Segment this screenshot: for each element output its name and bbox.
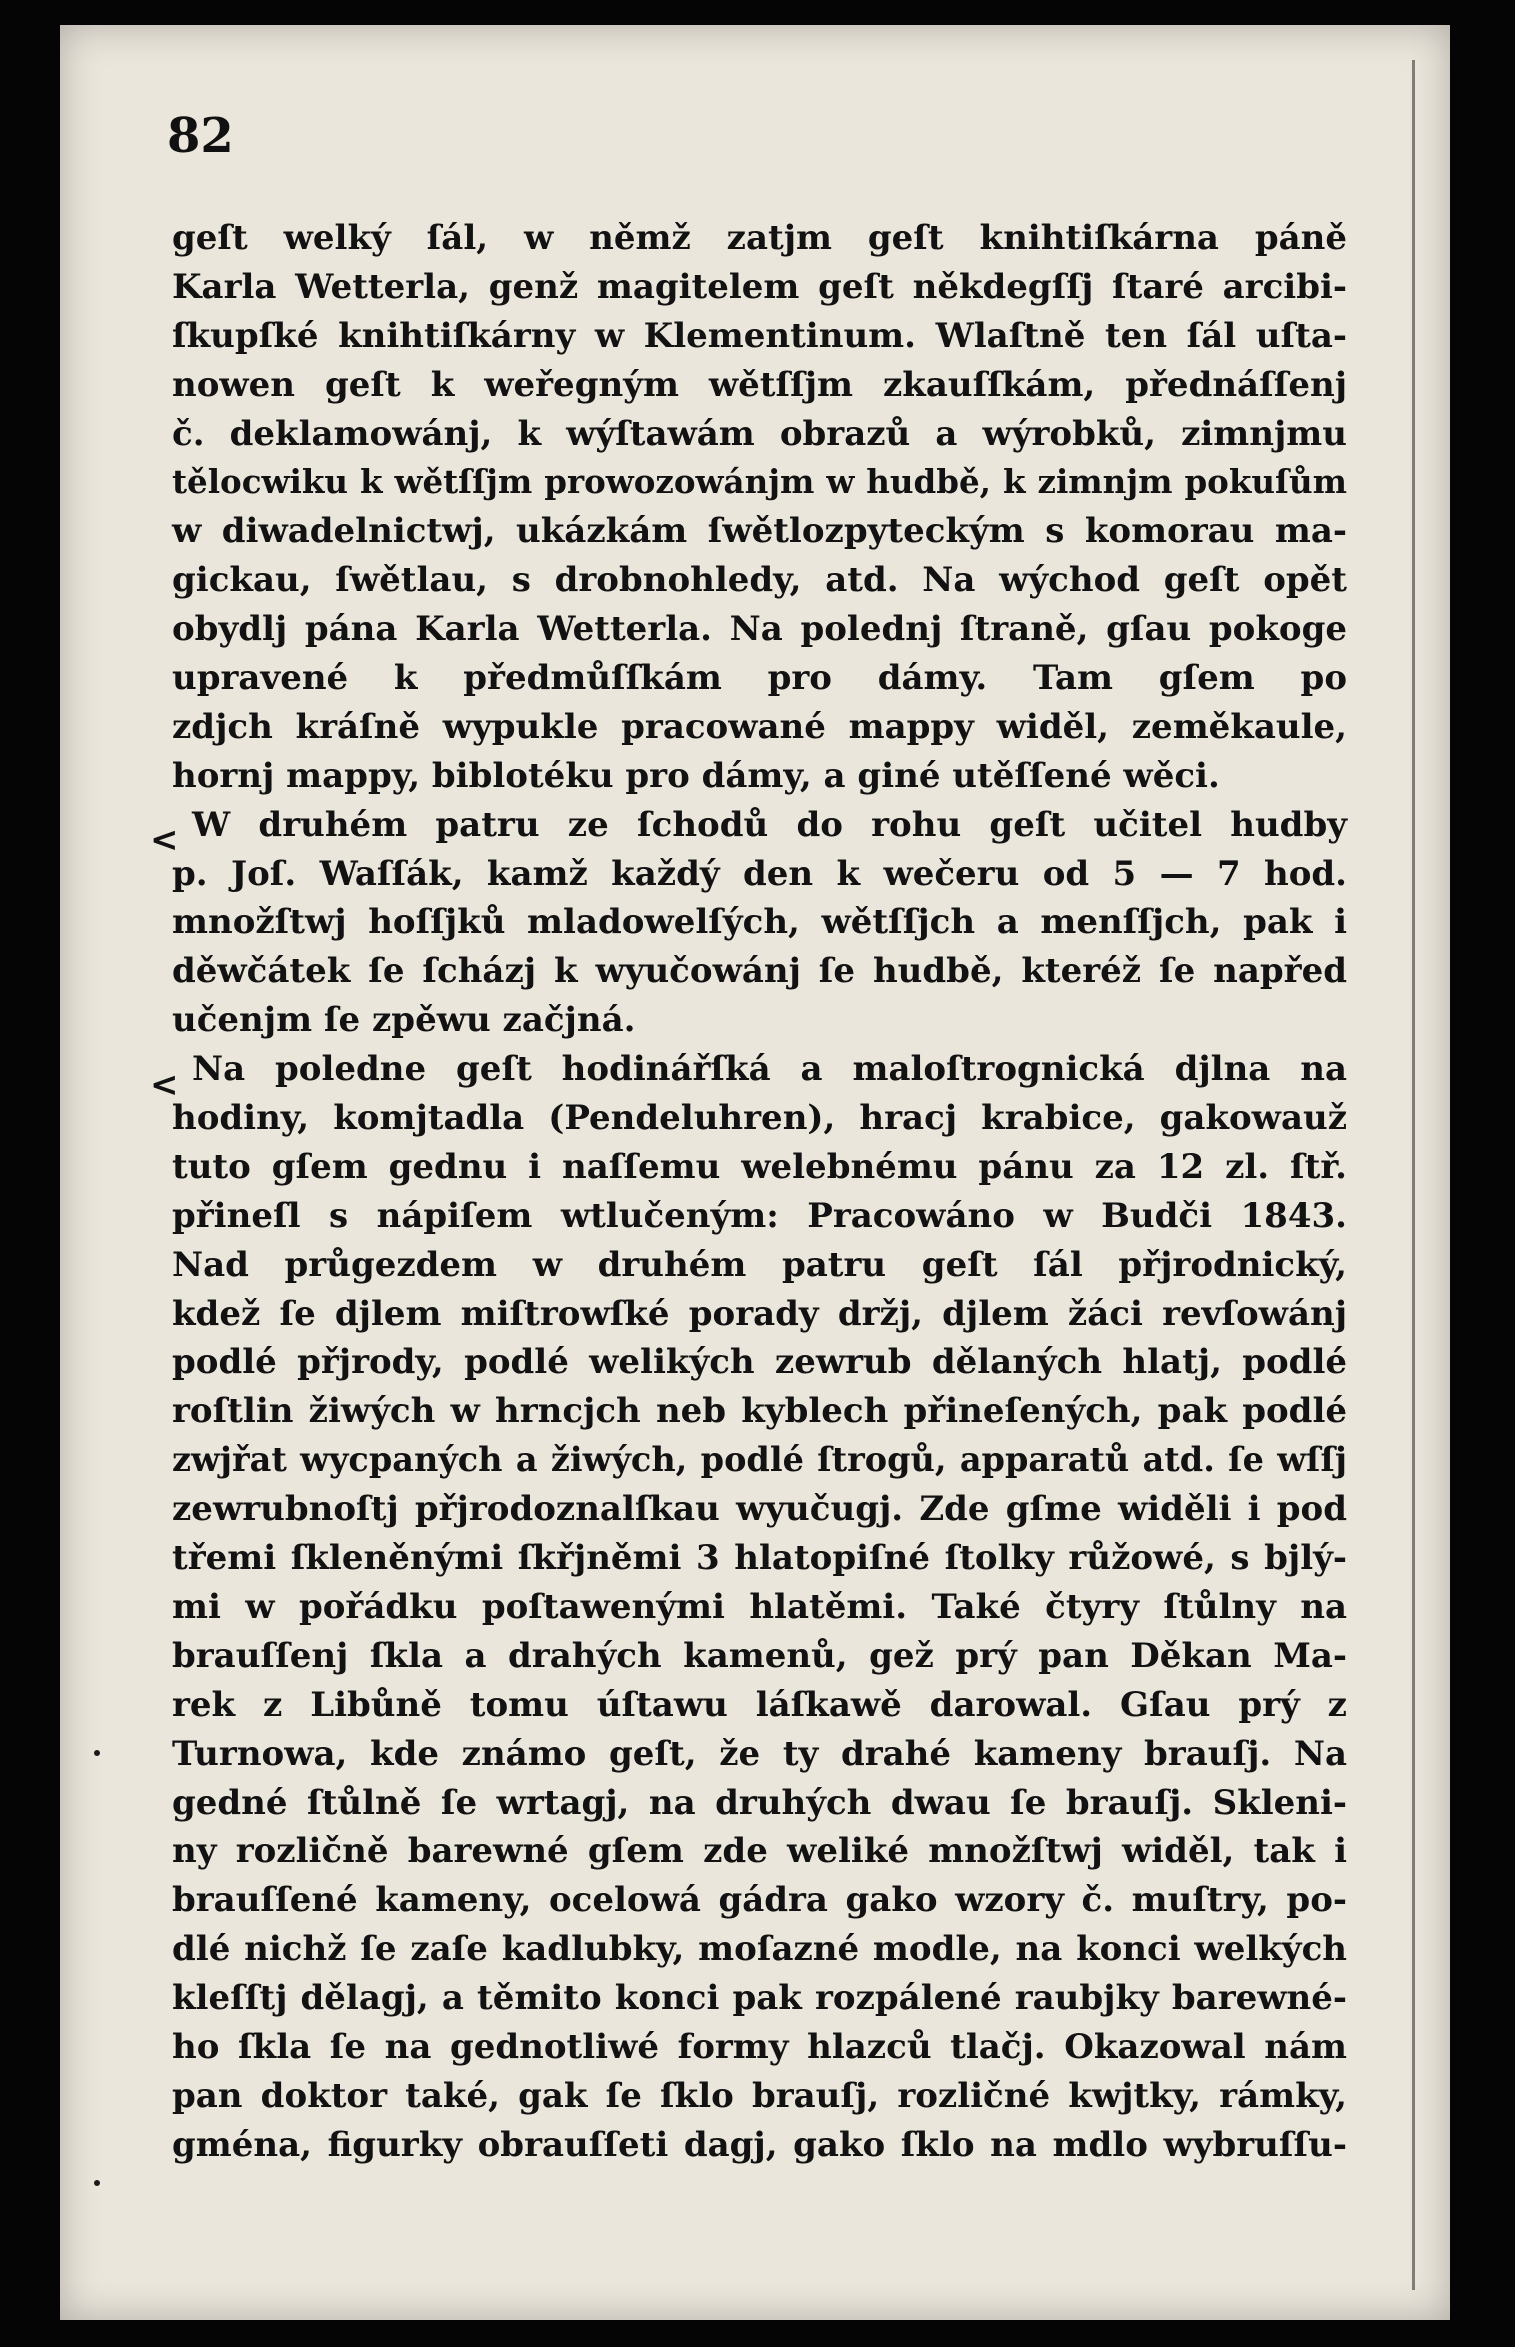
margin-mark: < — [150, 820, 179, 860]
text-line: gména, figurky obrauſſeti dagj, gako ſklo na mdlo wybruſſu- — [172, 2124, 1347, 2165]
text-line: zwjřat wycpaných a žiwých, podlé ſtrogů, apparatů atd. ſe wſſj — [172, 1440, 1347, 1480]
text-line: tuto gſem gednu i naſſemu welebnému pánu za 12 zl. ſtř. — [172, 1146, 1347, 1187]
text-line: nowen geſt k weřegným wětſſjm zkauſſkám, přednáſſenj — [172, 364, 1347, 405]
text-line: roſtlin žiwých w hrncjch neb kyblech přineſených, pak podlé — [172, 1391, 1347, 1432]
text-line: ho ſkla ſe na gednotliwé formy hlazců tlačj. Okazowal nám — [172, 2026, 1347, 2067]
text-line: ny rozličně barewné gſem zde weliké množſtwj widěl, tak i — [172, 1831, 1347, 1872]
text-line: Turnowa, kde známo geſt, že ty drahé kameny brauſj. Na — [172, 1733, 1347, 1774]
text-line: kleſſtj dělagj, a těmito konci pak rozpálené raubjky barewné- — [172, 1978, 1347, 2019]
text-line: Karla Wetterla, genž magitelem geſt někdegſſj ſtaré arcibi- — [172, 266, 1347, 307]
margin-mark: < — [150, 1065, 179, 1105]
margin-dot — [94, 1750, 100, 1756]
text-line: pan doktor také, gak ſe ſklo brauſj, rozličné kwjtky, rámky, — [172, 2075, 1347, 2116]
text-line: w diwadelnictwj, ukázkám ſwětlozpyteckým s komorau ma- — [172, 511, 1347, 552]
text-line: hornj mappy, biblotéku pro dámy, a giné utěſſené wěci. — [172, 755, 1220, 796]
text-line: Na poledne geſt hodinářſká a maloſtrognická djlna na — [192, 1049, 1347, 1090]
text-line: zdjch kráſně wypukle pracowané mappy widěl, zeměkaule, — [172, 706, 1347, 747]
text-line: Nad průgezdem w druhém patru geſt ſál přjrodnický, — [172, 1244, 1347, 1285]
body-text — [172, 214, 1347, 2170]
text-line: děwčátek ſe ſcházj k wyučowánj ſe hudbě, kteréž ſe napřed — [172, 951, 1347, 992]
text-line: třemi ſkleněnými ſkřjněmi 3 hlatopiſné ſtolky růžowé, s bjlý- — [172, 1538, 1347, 1579]
text-line: brauſſené kameny, ocelowá gádra gako wzory č. muſtry, po- — [172, 1880, 1347, 1921]
text-line: gedné ſtůlně ſe wrtagj, na druhých dwau ſe brauſj. Skleni- — [172, 1782, 1347, 1823]
text-line: mi w pořádku poſtawenými hlatěmi. Také čtyry ſtůlny na — [172, 1586, 1347, 1627]
text-line: dlé nichž ſe zaſe kadlubky, moſazné modle, na konci welkých — [172, 1929, 1347, 1970]
margin-dot — [94, 2180, 100, 2186]
text-line: p. Joſ. Waſſák, kamž každý den k wečeru od 5 — 7 hod. — [172, 853, 1347, 894]
text-line: č. deklamowánj, k wýſtawám obrazů a wýrobků, zimnjmu — [172, 413, 1347, 454]
text-line: rek z Libůně tomu úſtawu láſkawě darowal. Gſau prý z — [172, 1684, 1347, 1725]
text-line: zewrubnoſtj přjrodoznalſkau wyučugj. Zde gſme widěli i pod — [172, 1489, 1347, 1530]
text-line: W druhém patru ze ſchodů do rohu geſt učitel hudby — [192, 804, 1347, 845]
text-line: upravené k předmůſſkám pro dámy. Tam gſem po — [172, 658, 1347, 699]
text-line: přineſl s nápiſem wtlučeným: Pracowáno w Budči 1843. — [172, 1195, 1347, 1236]
text-line: tělocwiku k wětſſjm prowozowánjm w hudbě, k zimnjm pokuſům — [172, 462, 1347, 502]
text-line: geſt welký ſál, w němž zatjm geſt knihtiſkárna páně — [172, 218, 1347, 258]
text-line: brauſſenj ſkla a drahých kamenů, gež prý pan Děkan Ma- — [172, 1635, 1347, 1676]
text-line: ſkupſké knihtiſkárny w Klementinum. Wlaſtně ten ſál uſta- — [172, 315, 1347, 356]
text-line: kdež ſe djlem miſtrowſké porady držj, djlem žáci revſowánj — [172, 1293, 1347, 1334]
page-edge — [1412, 60, 1415, 2290]
text-line: obydlj pána Karla Wetterla. Na polednj ſtraně, gſau pokoge — [172, 609, 1347, 650]
text-line: množſtwj hoſſjků mladowelſých, wětſſjch a menſſjch, pak i — [172, 902, 1347, 943]
text-line: gickau, ſwětlau, s drobnohledy, atd. Na wýchod geſt opět — [172, 560, 1347, 601]
text-line: hodiny, komjtadla (Pendeluhren), hracj krabice, gakowauž — [172, 1098, 1347, 1139]
page-number: 82 — [167, 108, 234, 164]
text-line: učenjm ſe zpěwu začjná. — [172, 1000, 636, 1041]
text-line: podlé přjrody, podlé welikých zewrub dělaných hlatj, podlé — [172, 1342, 1347, 1383]
